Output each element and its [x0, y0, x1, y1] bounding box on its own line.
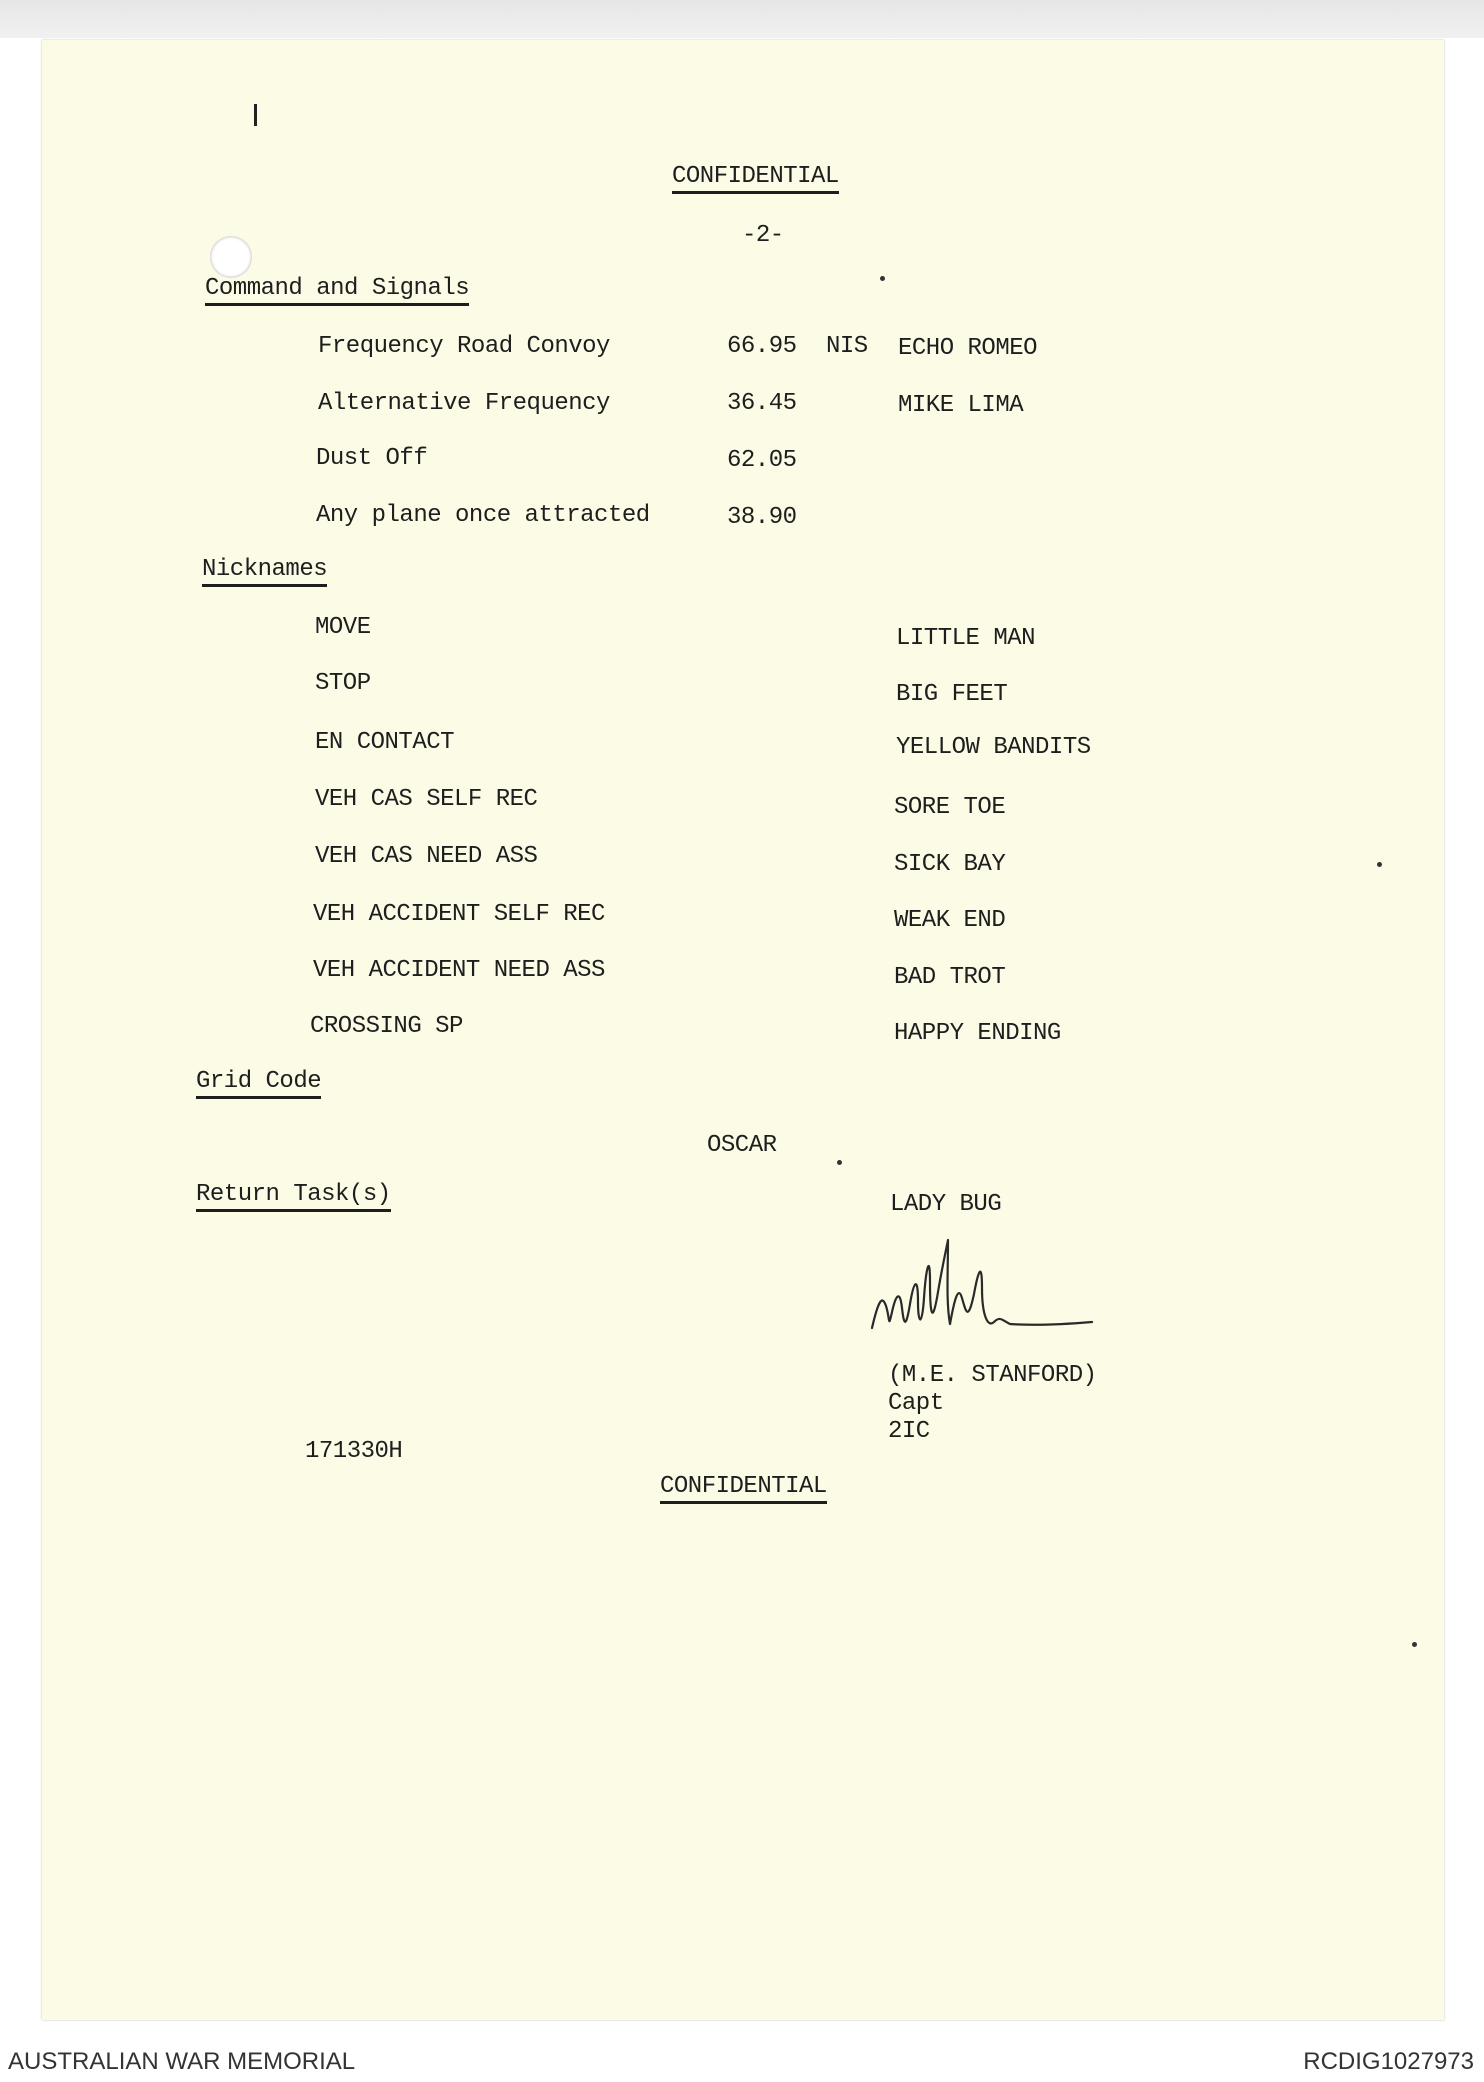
nickname-term: VEH ACCIDENT SELF REC — [313, 901, 605, 928]
signatory-name: (M.E. STANFORD) — [888, 1362, 1097, 1389]
nickname-term: VEH CAS SELF REC — [315, 786, 538, 813]
nickname-value: WEAK END — [894, 907, 1006, 934]
nickname-term: MOVE — [315, 614, 371, 641]
nickname-value: HAPPY ENDING — [894, 1020, 1061, 1047]
ink-speck — [837, 1160, 842, 1165]
archive-caption-right: RCDIG1027973 — [1303, 2048, 1474, 2075]
signal-frequency: 36.45 — [727, 390, 797, 417]
signal-frequency: 66.95 — [727, 333, 797, 360]
signal-label: Any plane once attracted — [316, 502, 650, 529]
date-time-group: 171330H — [305, 1438, 403, 1465]
ink-speck — [880, 276, 885, 281]
nickname-term: CROSSING SP — [310, 1013, 463, 1040]
nickname-term: VEH CAS NEED ASS — [315, 843, 538, 870]
scan-top-band — [0, 0, 1484, 38]
nickname-value: SICK BAY — [894, 851, 1006, 878]
return-tasks-value: LADY BUG — [890, 1191, 1002, 1218]
nickname-term: STOP — [315, 670, 371, 697]
signal-frequency: 62.05 — [727, 447, 797, 474]
signal-label: Dust Off — [316, 445, 428, 472]
nicknames-heading: Nicknames — [202, 556, 327, 587]
handwritten-signature — [868, 1232, 1094, 1342]
ink-speck — [1412, 1642, 1417, 1647]
signal-label: Frequency Road Convoy — [318, 333, 610, 360]
grid-code-heading: Grid Code — [196, 1068, 321, 1099]
signal-net: NIS — [826, 333, 868, 360]
signatory-rank: Capt — [888, 1390, 944, 1417]
signal-frequency: 38.90 — [727, 504, 797, 531]
command-signals-heading: Command and Signals — [205, 275, 469, 306]
signatory-appointment: 2IC — [888, 1418, 930, 1445]
nickname-term: EN CONTACT — [315, 729, 455, 756]
classification-footer: CONFIDENTIAL — [660, 1473, 827, 1504]
punch-hole — [210, 236, 252, 278]
ink-speck — [1377, 862, 1382, 867]
signal-callsign: MIKE LIMA — [898, 392, 1024, 419]
nickname-term: VEH ACCIDENT NEED ASS — [313, 957, 605, 984]
signal-label: Alternative Frequency — [318, 390, 610, 417]
ink-mark — [254, 104, 257, 126]
nickname-value: SORE TOE — [894, 794, 1006, 821]
nickname-value: BIG FEET — [896, 681, 1008, 708]
nickname-value: YELLOW BANDITS — [896, 734, 1091, 761]
classification-header: CONFIDENTIAL — [672, 163, 839, 194]
nickname-value: BAD TROT — [894, 964, 1006, 991]
archive-caption-left: AUSTRALIAN WAR MEMORIAL — [8, 2048, 356, 2075]
grid-code-value: OSCAR — [707, 1132, 777, 1159]
return-tasks-heading: Return Task(s) — [196, 1181, 391, 1212]
page-number: -2- — [742, 222, 784, 249]
signal-callsign: ECHO ROMEO — [898, 335, 1038, 362]
nickname-value: LITTLE MAN — [896, 625, 1036, 652]
